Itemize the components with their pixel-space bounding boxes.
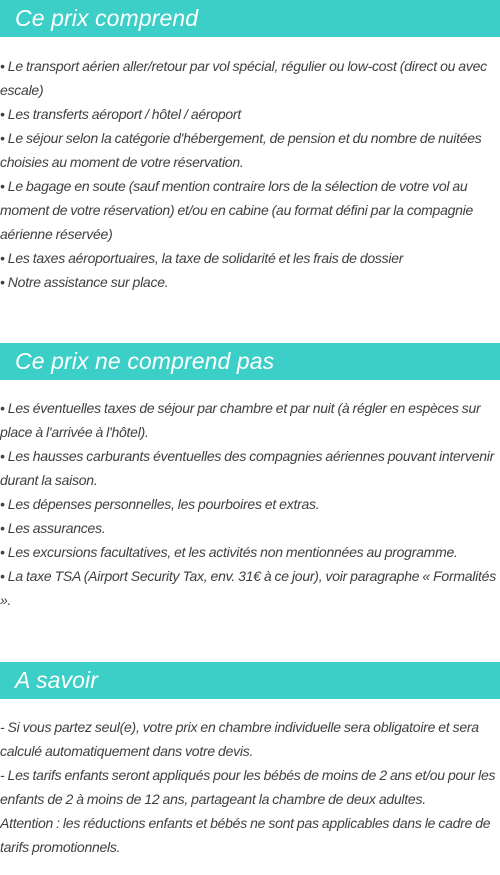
price-includes-list [0,54,500,294]
list-item: • La taxe TSA (Airport Security Tax, env. 31€ à ce jour), voir paragraphe « Formalités ». [0,568,496,608]
list-item: • Le séjour selon la catégorie d'hébergement, de pension et du nombre de nuitées choisies au moment de votre réservation. [0,130,482,170]
section-price-excludes [0,343,500,612]
section-title-a-savoir: A savoir [15,667,99,693]
list-item: • Le transport aérien aller/retour par vol spécial, régulier ou low-cost (direct ou avec escale) [0,58,487,98]
list-item: • Les assurances. [0,520,106,536]
section-banner [0,343,500,380]
list-item: • Notre assistance sur place. [0,274,169,290]
list-item: • Les dépenses personnelles, les pourboires et extras. [0,496,320,512]
section-price-includes [0,0,500,294]
list-item: Attention : les réductions enfants et bébés ne sont pas applicables dans le cadre de tarifs promotionnels. [0,815,491,855]
list-item: • Les excursions facultatives, et les activités non mentionnées au programme. [0,544,458,560]
price-excludes-list [0,396,500,612]
section-banner [0,0,500,37]
list-item: - Les tarifs enfants seront appliqués pour les bébés de moins de 2 ans et/ou pour les enfants de 2 à moins de 12 ans, partageant la chambre de deux adultes. [0,767,496,807]
section-banner [0,662,500,699]
section-a-savoir [0,662,500,859]
section-title-price-excludes: Ce prix ne comprend pas [15,348,275,374]
list-item: • Le bagage en soute (sauf mention contraire lors de la sélection de votre vol au moment de votre réservation) et/ou en cabine (au format défini par la compagnie aérienne réservée) [0,178,474,242]
list-item: • Les hausses carburants éventuelles des compagnies aériennes pouvant intervenir durant la saison. [0,448,495,488]
list-item: • Les transferts aéroport / hôtel / aéroport [0,106,241,122]
a-savoir-list [0,715,500,859]
list-item: • Les éventuelles taxes de séjour par chambre et par nuit (à régler en espèces sur place à l'arrivée à l'hôtel). [0,400,481,440]
list-item: - Si vous partez seul(e), votre prix en chambre individuelle sera obligatoire et sera calculé automatiquement dans votre devis. [0,719,479,759]
section-title-price-includes: Ce prix comprend [15,5,199,31]
list-item: • Les taxes aéroportuaires, la taxe de solidarité et les frais de dossier [0,250,404,266]
